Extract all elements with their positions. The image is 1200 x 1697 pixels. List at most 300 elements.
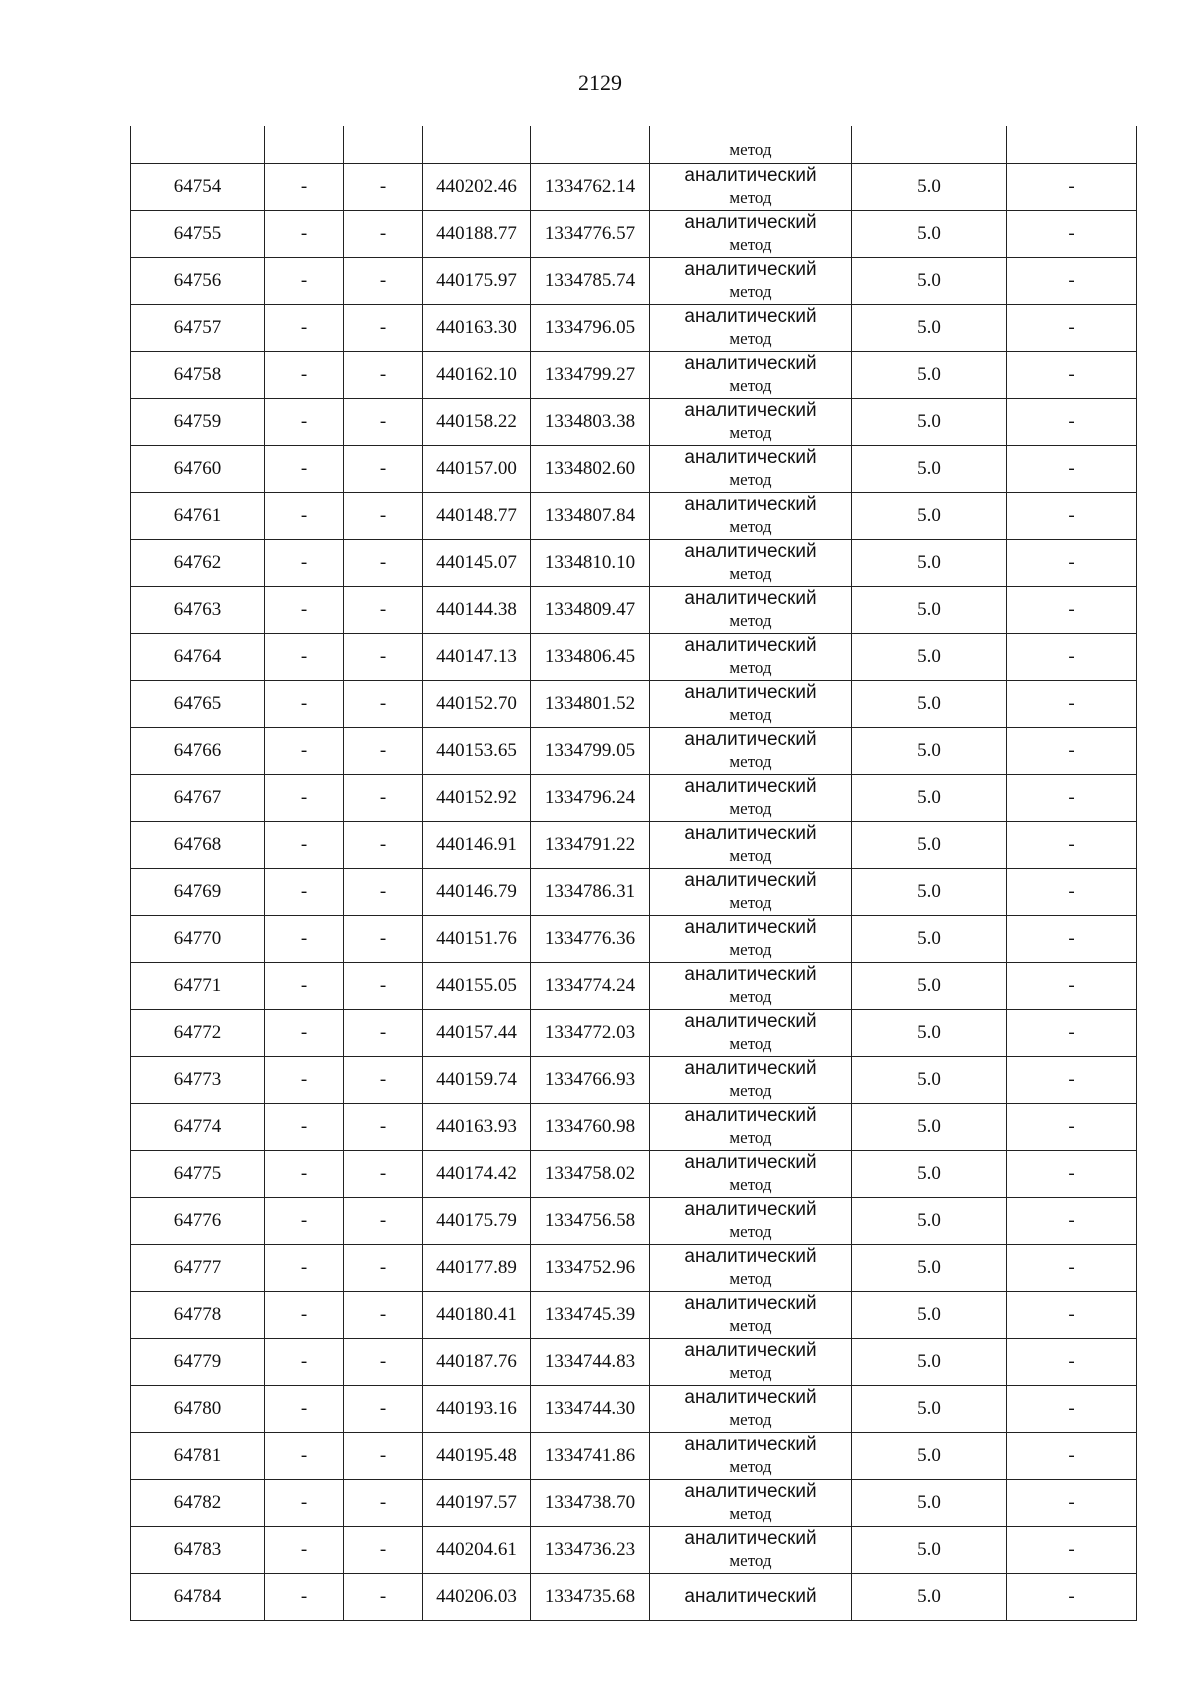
cell-col8: - bbox=[1007, 1339, 1137, 1386]
cell-x: 440193.16 bbox=[423, 1386, 531, 1433]
cell-col8: - bbox=[1007, 1386, 1137, 1433]
method-line-1: аналитический bbox=[684, 165, 817, 186]
cell-id: 64776 bbox=[131, 1198, 265, 1245]
cell-x: 440144.38 bbox=[423, 587, 531, 634]
cell-y: 1334752.96 bbox=[531, 1245, 650, 1292]
cell-id: 64782 bbox=[131, 1480, 265, 1527]
cell-method bbox=[650, 164, 852, 211]
cell-y: 1334801.52 bbox=[531, 681, 650, 728]
method-line-2: метод bbox=[729, 752, 772, 771]
cell-accuracy: 5.0 bbox=[852, 1010, 1007, 1057]
cell-id: 64777 bbox=[131, 1245, 265, 1292]
cell-col3: - bbox=[344, 305, 423, 352]
cell-col2: - bbox=[265, 822, 344, 869]
method-line-1: аналитический bbox=[684, 494, 817, 515]
method-line-2: метод bbox=[729, 470, 772, 489]
cell-col8: - bbox=[1007, 540, 1137, 587]
cell-col8: - bbox=[1007, 1151, 1137, 1198]
cell-col3: - bbox=[344, 916, 423, 963]
method-line-1: аналитический bbox=[684, 870, 817, 891]
table-row bbox=[131, 634, 1137, 681]
cell-col8: - bbox=[1007, 1292, 1137, 1339]
cell-col2: - bbox=[265, 446, 344, 493]
cell-id: 64754 bbox=[131, 164, 265, 211]
cell-col3: - bbox=[344, 634, 423, 681]
method-line-2: метод bbox=[729, 1551, 772, 1570]
table-row bbox=[131, 1386, 1137, 1433]
cell-accuracy: 5.0 bbox=[852, 1292, 1007, 1339]
cell-accuracy: 5.0 bbox=[852, 728, 1007, 775]
method-line-2: метод bbox=[729, 1222, 772, 1241]
cell-x: 440195.48 bbox=[423, 1433, 531, 1480]
cell-x: 440163.93 bbox=[423, 1104, 531, 1151]
cell-accuracy: 5.0 bbox=[852, 869, 1007, 916]
cell-col8: - bbox=[1007, 634, 1137, 681]
cell-accuracy: 5.0 bbox=[852, 493, 1007, 540]
cell-col8: - bbox=[1007, 1057, 1137, 1104]
cell-id: 64755 bbox=[131, 211, 265, 258]
cell-id: 64775 bbox=[131, 1151, 265, 1198]
cell-id: 64778 bbox=[131, 1292, 265, 1339]
cell-col8: - bbox=[1007, 1198, 1137, 1245]
cell-x: 440188.77 bbox=[423, 211, 531, 258]
table-row bbox=[131, 1292, 1137, 1339]
cell-col8: - bbox=[1007, 1574, 1137, 1621]
cell-y: 1334744.30 bbox=[531, 1386, 650, 1433]
cell-accuracy: 5.0 bbox=[852, 1574, 1007, 1621]
cell-method bbox=[650, 634, 852, 681]
cell-col2: - bbox=[265, 1151, 344, 1198]
cell-col8: - bbox=[1007, 681, 1137, 728]
cell-method bbox=[650, 211, 852, 258]
cell-method bbox=[650, 1527, 852, 1574]
cell-method bbox=[650, 493, 852, 540]
cell-method bbox=[650, 540, 852, 587]
table-row bbox=[131, 1010, 1137, 1057]
cell-col3: - bbox=[344, 1480, 423, 1527]
cell-accuracy: 5.0 bbox=[852, 1245, 1007, 1292]
cell-x: 440146.91 bbox=[423, 822, 531, 869]
cell-col3: - bbox=[344, 1386, 423, 1433]
cell-col3: - bbox=[344, 1057, 423, 1104]
table-row bbox=[131, 681, 1137, 728]
cell-accuracy: 5.0 bbox=[852, 634, 1007, 681]
cell-y: 1334738.70 bbox=[531, 1480, 650, 1527]
method-line-1: аналитический bbox=[684, 1152, 817, 1173]
cell-col8: - bbox=[1007, 1010, 1137, 1057]
cell-y: 1334803.38 bbox=[531, 399, 650, 446]
cell-col2: - bbox=[265, 493, 344, 540]
cell-id: 64781 bbox=[131, 1433, 265, 1480]
method-line-1: аналитический bbox=[684, 212, 817, 233]
table-row bbox=[131, 1527, 1137, 1574]
cell-col8: - bbox=[1007, 963, 1137, 1010]
cell-col3: - bbox=[344, 869, 423, 916]
cell-col3: - bbox=[344, 681, 423, 728]
cell-col3: - bbox=[344, 258, 423, 305]
cell-col3: - bbox=[344, 446, 423, 493]
cell-method bbox=[650, 305, 852, 352]
cell-col3: - bbox=[344, 399, 423, 446]
cell-accuracy: 5.0 bbox=[852, 305, 1007, 352]
cell-id: 64774 bbox=[131, 1104, 265, 1151]
cell-id: 64767 bbox=[131, 775, 265, 822]
cell-col2: - bbox=[265, 258, 344, 305]
table-row bbox=[131, 446, 1137, 493]
cell-y: 1334809.47 bbox=[531, 587, 650, 634]
cell-col2: - bbox=[265, 352, 344, 399]
cell-id: 64783 bbox=[131, 1527, 265, 1574]
cell-x: 440145.07 bbox=[423, 540, 531, 587]
cell-x: 440152.92 bbox=[423, 775, 531, 822]
cell-method bbox=[650, 775, 852, 822]
cell-col8: - bbox=[1007, 1433, 1137, 1480]
cell-col2: - bbox=[265, 869, 344, 916]
cell-x: 440153.65 bbox=[423, 728, 531, 775]
method-line-1: аналитический bbox=[684, 541, 817, 562]
cell-method bbox=[650, 1574, 852, 1621]
cell-y: 1334736.23 bbox=[531, 1527, 650, 1574]
method-line-1: аналитический bbox=[684, 447, 817, 468]
table-row bbox=[131, 822, 1137, 869]
table-row bbox=[131, 1433, 1137, 1480]
cell-id: 64773 bbox=[131, 1057, 265, 1104]
cell-method bbox=[650, 728, 852, 775]
cell-accuracy: 5.0 bbox=[852, 1057, 1007, 1104]
cell-method bbox=[650, 1010, 852, 1057]
table-row bbox=[131, 1057, 1137, 1104]
table-row bbox=[131, 1245, 1137, 1292]
cell-method bbox=[650, 1198, 852, 1245]
cell-x: 440155.05 bbox=[423, 963, 531, 1010]
table-row bbox=[131, 1151, 1137, 1198]
method-line-1: аналитический bbox=[684, 1586, 817, 1607]
cell-id: 64772 bbox=[131, 1010, 265, 1057]
cell-method bbox=[650, 1151, 852, 1198]
table-row bbox=[131, 1104, 1137, 1151]
cell-x: 440151.76 bbox=[423, 916, 531, 963]
cell-y: 1334745.39 bbox=[531, 1292, 650, 1339]
method-line-2: метод bbox=[729, 1410, 772, 1429]
coordinates-table-body bbox=[131, 126, 1137, 1621]
cell-accuracy: 5.0 bbox=[852, 352, 1007, 399]
method-line-2: метод bbox=[729, 987, 772, 1006]
cell-col3: - bbox=[344, 1198, 423, 1245]
cell-col3: - bbox=[344, 1104, 423, 1151]
cell-col3: - bbox=[344, 540, 423, 587]
method-line-1: аналитический bbox=[684, 729, 817, 750]
cell-col8: - bbox=[1007, 211, 1137, 258]
cell-accuracy: 5.0 bbox=[852, 587, 1007, 634]
cell-y: 1334760.98 bbox=[531, 1104, 650, 1151]
cell-method bbox=[650, 352, 852, 399]
cell-col2: - bbox=[265, 164, 344, 211]
cell-id: 64766 bbox=[131, 728, 265, 775]
method-line-2: метод bbox=[729, 564, 772, 583]
cell-col8: - bbox=[1007, 728, 1137, 775]
cell-method bbox=[650, 1433, 852, 1480]
method-line-1: аналитический bbox=[684, 1528, 817, 1549]
method-line-1: аналитический bbox=[684, 1058, 817, 1079]
cell-col2: - bbox=[265, 305, 344, 352]
cell-col3: - bbox=[344, 587, 423, 634]
cell-x: 440147.13 bbox=[423, 634, 531, 681]
cell-y: 1334741.86 bbox=[531, 1433, 650, 1480]
cell-col2: - bbox=[265, 1104, 344, 1151]
cell-col3: - bbox=[344, 164, 423, 211]
cell-col2: - bbox=[265, 1010, 344, 1057]
cell-method bbox=[650, 399, 852, 446]
cell-col2: - bbox=[265, 1433, 344, 1480]
cell-col8: - bbox=[1007, 916, 1137, 963]
table-row bbox=[131, 1198, 1137, 1245]
cell-x: 440206.03 bbox=[423, 1574, 531, 1621]
cell-id: 64761 bbox=[131, 493, 265, 540]
cell-col8: - bbox=[1007, 446, 1137, 493]
cell-col2: - bbox=[265, 681, 344, 728]
cell-col8: - bbox=[1007, 399, 1137, 446]
cell-y: 1334807.84 bbox=[531, 493, 650, 540]
cell-col2: - bbox=[265, 1386, 344, 1433]
cell-x: 440157.44 bbox=[423, 1010, 531, 1057]
table-row bbox=[131, 399, 1137, 446]
cell-col3: - bbox=[344, 1292, 423, 1339]
cell-col3: - bbox=[344, 1339, 423, 1386]
cell-col8: - bbox=[1007, 352, 1137, 399]
cell-id: 64779 bbox=[131, 1339, 265, 1386]
cell-method bbox=[650, 1480, 852, 1527]
table-row bbox=[131, 164, 1137, 211]
cell-id: 64759 bbox=[131, 399, 265, 446]
cell-accuracy: 5.0 bbox=[852, 446, 1007, 493]
cell-accuracy: 5.0 bbox=[852, 1151, 1007, 1198]
cell-col8: - bbox=[1007, 258, 1137, 305]
cell-id: 64760 bbox=[131, 446, 265, 493]
method-line-2: метод bbox=[729, 376, 772, 395]
cell-accuracy: 5.0 bbox=[852, 1339, 1007, 1386]
cell-y: 1334786.31 bbox=[531, 869, 650, 916]
cell-x: 440174.42 bbox=[423, 1151, 531, 1198]
cell-method bbox=[650, 681, 852, 728]
method-line-1: аналитический bbox=[684, 400, 817, 421]
cell-y: 1334766.93 bbox=[531, 1057, 650, 1104]
cell-col2: - bbox=[265, 1292, 344, 1339]
method-line-1: аналитический bbox=[684, 1293, 817, 1314]
cell-method bbox=[650, 1292, 852, 1339]
cell-col8: - bbox=[1007, 822, 1137, 869]
cell-y: 1334810.10 bbox=[531, 540, 650, 587]
cell-x: 440152.70 bbox=[423, 681, 531, 728]
table-row bbox=[131, 540, 1137, 587]
cell-col2: - bbox=[265, 1527, 344, 1574]
cell-method bbox=[650, 446, 852, 493]
method-line-2: метод bbox=[729, 329, 772, 348]
cell-col8: - bbox=[1007, 305, 1137, 352]
method-line-1: аналитический bbox=[684, 964, 817, 985]
cell-accuracy bbox=[852, 126, 1007, 164]
cell-col2: - bbox=[265, 1057, 344, 1104]
method-line-2: метод bbox=[729, 1316, 772, 1335]
method-line-1: аналитический bbox=[684, 1246, 817, 1267]
method-line-2: метод bbox=[729, 423, 772, 442]
table-row bbox=[131, 728, 1137, 775]
method-line-1: аналитический bbox=[684, 588, 817, 609]
cell-accuracy: 5.0 bbox=[852, 211, 1007, 258]
method-line-1: аналитический bbox=[684, 917, 817, 938]
method-line-1: аналитический bbox=[684, 1481, 817, 1502]
cell-y: 1334799.05 bbox=[531, 728, 650, 775]
cell-col2: - bbox=[265, 634, 344, 681]
cell-col8: - bbox=[1007, 775, 1137, 822]
cell-x: 440187.76 bbox=[423, 1339, 531, 1386]
method-line-2: метод bbox=[729, 140, 772, 159]
cell-col8: - bbox=[1007, 587, 1137, 634]
table-row bbox=[131, 775, 1137, 822]
cell-accuracy: 5.0 bbox=[852, 963, 1007, 1010]
cell-col2: - bbox=[265, 916, 344, 963]
cell-col8: - bbox=[1007, 869, 1137, 916]
cell-col2: - bbox=[265, 1245, 344, 1292]
cell-x: 440146.79 bbox=[423, 869, 531, 916]
table-row bbox=[131, 352, 1137, 399]
cell-accuracy: 5.0 bbox=[852, 822, 1007, 869]
cell-y: 1334776.36 bbox=[531, 916, 650, 963]
cell-col3: - bbox=[344, 352, 423, 399]
cell-col3: - bbox=[344, 1574, 423, 1621]
cell-accuracy: 5.0 bbox=[852, 681, 1007, 728]
cell-col3: - bbox=[344, 1527, 423, 1574]
table-row bbox=[131, 1480, 1137, 1527]
method-line-2: метод bbox=[729, 1175, 772, 1194]
cell-x: 440180.41 bbox=[423, 1292, 531, 1339]
cell-x: 440204.61 bbox=[423, 1527, 531, 1574]
cell-x: 440148.77 bbox=[423, 493, 531, 540]
cell-accuracy: 5.0 bbox=[852, 1198, 1007, 1245]
cell-col2: - bbox=[265, 963, 344, 1010]
cell-method bbox=[650, 587, 852, 634]
cell-id: 64762 bbox=[131, 540, 265, 587]
method-line-2: метод bbox=[729, 658, 772, 677]
table-row bbox=[131, 869, 1137, 916]
method-line-2: метод bbox=[729, 1081, 772, 1100]
method-line-1: аналитический bbox=[684, 823, 817, 844]
cell-col2: - bbox=[265, 211, 344, 258]
cell-y bbox=[531, 126, 650, 164]
cell-col8 bbox=[1007, 126, 1137, 164]
cell-x: 440197.57 bbox=[423, 1480, 531, 1527]
cell-col3: - bbox=[344, 728, 423, 775]
cell-y: 1334791.22 bbox=[531, 822, 650, 869]
cell-method bbox=[650, 1104, 852, 1151]
cell-accuracy: 5.0 bbox=[852, 1104, 1007, 1151]
cell-x: 440159.74 bbox=[423, 1057, 531, 1104]
table-row bbox=[131, 258, 1137, 305]
cell-y: 1334744.83 bbox=[531, 1339, 650, 1386]
cell-y: 1334762.14 bbox=[531, 164, 650, 211]
method-line-1: аналитический bbox=[684, 306, 817, 327]
cell-col8: - bbox=[1007, 1480, 1137, 1527]
cell-col2: - bbox=[265, 1198, 344, 1245]
cell-method bbox=[650, 1245, 852, 1292]
cell-col3: - bbox=[344, 211, 423, 258]
cell-method bbox=[650, 1339, 852, 1386]
cell-id: 64784 bbox=[131, 1574, 265, 1621]
cell-accuracy: 5.0 bbox=[852, 916, 1007, 963]
cell-col2: - bbox=[265, 399, 344, 446]
cell-id: 64770 bbox=[131, 916, 265, 963]
cell-method bbox=[650, 1057, 852, 1104]
cell-id: 64757 bbox=[131, 305, 265, 352]
cell-col3: - bbox=[344, 775, 423, 822]
cell-col8: - bbox=[1007, 493, 1137, 540]
table-row bbox=[131, 305, 1137, 352]
cell-id: 64764 bbox=[131, 634, 265, 681]
cell-col2: - bbox=[265, 1574, 344, 1621]
cell-y: 1334802.60 bbox=[531, 446, 650, 493]
method-line-2: метод bbox=[729, 705, 772, 724]
method-line-1: аналитический bbox=[684, 776, 817, 797]
cell-col2: - bbox=[265, 1480, 344, 1527]
coordinates-table bbox=[130, 126, 1137, 1621]
cell-method bbox=[650, 258, 852, 305]
cell-y: 1334772.03 bbox=[531, 1010, 650, 1057]
method-line-1: аналитический bbox=[684, 1434, 817, 1455]
cell-col8: - bbox=[1007, 164, 1137, 211]
cell-col2: - bbox=[265, 540, 344, 587]
cell-x: 440158.22 bbox=[423, 399, 531, 446]
cell-col2: - bbox=[265, 728, 344, 775]
cell-col3 bbox=[344, 126, 423, 164]
table-row bbox=[131, 916, 1137, 963]
cell-id: 64769 bbox=[131, 869, 265, 916]
cell-y: 1334796.05 bbox=[531, 305, 650, 352]
table-row bbox=[131, 1339, 1137, 1386]
cell-accuracy: 5.0 bbox=[852, 1527, 1007, 1574]
method-line-1: аналитический bbox=[684, 1387, 817, 1408]
cell-y: 1334735.68 bbox=[531, 1574, 650, 1621]
cell-method bbox=[650, 822, 852, 869]
cell-col3: - bbox=[344, 1010, 423, 1057]
method-line-2: метод bbox=[729, 1034, 772, 1053]
cell-col3: - bbox=[344, 1151, 423, 1198]
continuation-row bbox=[131, 126, 1137, 164]
cell-accuracy: 5.0 bbox=[852, 775, 1007, 822]
method-line-1: аналитический bbox=[684, 1199, 817, 1220]
cell-x: 440175.79 bbox=[423, 1198, 531, 1245]
table-row bbox=[131, 1574, 1137, 1621]
cell-method bbox=[650, 1386, 852, 1433]
cell-y: 1334774.24 bbox=[531, 963, 650, 1010]
cell-col8: - bbox=[1007, 1245, 1137, 1292]
method-line-2: метод bbox=[729, 940, 772, 959]
cell-id: 64763 bbox=[131, 587, 265, 634]
cell-x: 440162.10 bbox=[423, 352, 531, 399]
cell-id: 64765 bbox=[131, 681, 265, 728]
cell-col3: - bbox=[344, 822, 423, 869]
cell-col8: - bbox=[1007, 1527, 1137, 1574]
cell-x: 440157.00 bbox=[423, 446, 531, 493]
method-line-2: метод bbox=[729, 893, 772, 912]
method-line-1: аналитический bbox=[684, 1011, 817, 1032]
cell-accuracy: 5.0 bbox=[852, 540, 1007, 587]
cell-id: 64756 bbox=[131, 258, 265, 305]
cell-accuracy: 5.0 bbox=[852, 399, 1007, 446]
method-line-2: метод bbox=[729, 282, 772, 301]
page-number: 2129 bbox=[578, 70, 622, 95]
cell-col2 bbox=[265, 126, 344, 164]
cell-col3: - bbox=[344, 1245, 423, 1292]
cell-y: 1334776.57 bbox=[531, 211, 650, 258]
